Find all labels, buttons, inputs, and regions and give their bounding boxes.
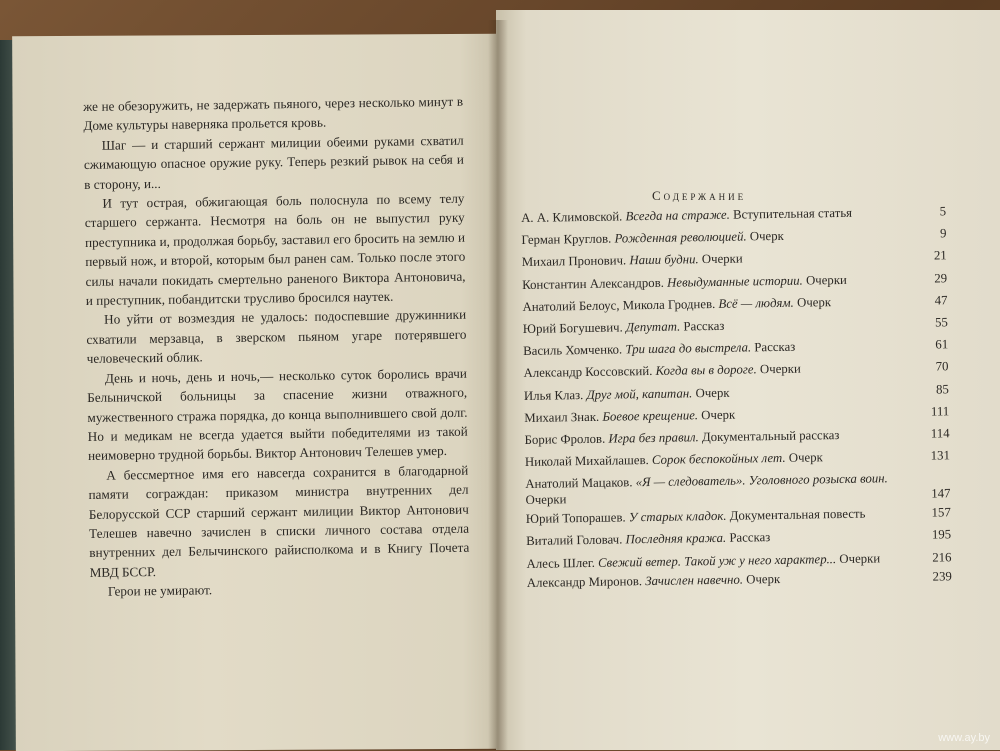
toc-page-number: 70 <box>935 359 949 374</box>
toc-author: Анатолий Белоус, Микола Гроднев. <box>522 296 716 314</box>
toc-work-title: «Я — следователь». Уголовного розыска воин. <box>635 471 888 490</box>
toc-entry <box>527 568 952 591</box>
toc-work-title: Боевое крещение. <box>602 407 699 424</box>
table-of-contents <box>521 203 952 596</box>
toc-work-title: Сорок беспокойных лет. <box>651 450 786 468</box>
toc-entry <box>524 425 949 448</box>
paragraph: же не обезоружить, не задержать пьяного, через несколько минут в Доме культуры наверняка прольется кровь. <box>83 93 464 134</box>
toc-genre: Очерк <box>746 571 781 587</box>
toc-page-number: 61 <box>935 337 949 352</box>
toc-genre: Очерки <box>805 272 847 288</box>
toc-work-title: Всегда на страже. <box>625 207 730 224</box>
toc-author: Николай Михайлашев. <box>524 453 649 470</box>
toc-author: Александр Коссовский. <box>523 364 653 381</box>
toc-page-number: 195 <box>931 527 952 543</box>
toc-genre: Рассказ <box>754 339 796 355</box>
toc-genre: Очерк <box>788 450 823 465</box>
toc-genre: Очерки <box>701 251 743 267</box>
toc-author: Михаил Пронович. <box>521 253 627 270</box>
toc-page-number: 216 <box>932 549 952 565</box>
toc-genre: Очерк <box>796 294 832 310</box>
toc-genre: Документальный рассказ <box>701 427 840 445</box>
toc-page-number: 157 <box>931 505 951 520</box>
toc-genre: Очерки <box>759 361 801 377</box>
toc-genre: Рассказ <box>729 530 771 546</box>
toc-page-number: 21 <box>933 248 947 263</box>
toc-page-number: 114 <box>930 426 950 441</box>
toc-title: Содержание <box>652 188 747 203</box>
toc-author: Михаил Знак. <box>524 409 600 425</box>
toc-author: Илья Клаз. <box>523 387 584 403</box>
paragraph: А бессмертное имя его навсегда сохранится в благодарной памяти сограждан: приказом министра внутренних дел Белорусской ССР старший сержант милиции Виктор Антонович Телешев навечно зачислен в списки личного состава отдела внутренних дел Белычинского райисполкома и в Книгу Почета МВД БССР. <box>88 462 470 580</box>
toc-author: Константин Александров. <box>522 275 664 292</box>
toc-work-title: Три шага до выстрела. <box>625 340 752 357</box>
toc-entry <box>522 292 947 315</box>
toc-entry <box>525 470 950 509</box>
toc-page-number: 85 <box>935 381 949 397</box>
toc-page-number: 55 <box>934 315 948 330</box>
toc-entry <box>524 381 949 404</box>
toc-genre: Очерк <box>749 229 784 244</box>
toc-entry <box>523 359 948 382</box>
toc-entry <box>525 447 950 470</box>
toc-entry <box>524 403 949 426</box>
toc-page-number: 111 <box>930 403 950 419</box>
toc-work-title: Наши будни. <box>629 252 699 268</box>
toc-work-title: У старых кладок. <box>628 509 727 525</box>
toc-author: Алесь Шлег. <box>526 555 595 571</box>
toc-genre: Документальная повесть <box>729 506 866 524</box>
toc-genre: Рассказ <box>683 318 725 334</box>
toc-work-title: Игра без правил. <box>608 430 699 446</box>
toc-page-number: 239 <box>932 568 952 584</box>
toc-page-number: 29 <box>934 270 948 286</box>
toc-page-number: 9 <box>939 226 947 241</box>
toc-page-number: 5 <box>939 204 947 219</box>
toc-author: Юрий Богушевич. <box>522 320 623 336</box>
paragraph: День и ночь, день и ночь,— несколько суток боролись врачи Белыничской больницы за спасение жизни отважного, мужественного стража порядка, до конца выполнившего свой долг. Но и медикам не всегда удается выйти победителями из такой неимоверно трудной борьбы. Виктор Антонович Телешев умер. <box>87 365 468 464</box>
toc-work-title: Последняя кража. <box>625 531 727 547</box>
toc-genre: Очерки <box>525 492 567 508</box>
toc-work-title: Свежий ветер. Такой уж у него характер... <box>597 551 837 570</box>
toc-entry <box>526 527 951 550</box>
toc-work-title: Депутат. <box>625 319 681 335</box>
toc-work-title: Зачислен навечно. <box>645 572 744 588</box>
toc-work-title: Невыдуманные истории. <box>666 273 803 290</box>
toc-author: Юрий Топорашев. <box>525 510 626 527</box>
left-page-text <box>83 92 470 602</box>
toc-genre: Вступительная статья <box>732 205 853 222</box>
toc-work-title: Рожденная революцией. <box>614 229 747 246</box>
toc-entry <box>521 226 946 249</box>
toc-author: А. А. Климовской. <box>521 209 623 225</box>
toc-author: Виталий Головач. <box>526 532 623 549</box>
toc-author: Анатолий Мацаков. <box>525 475 633 492</box>
toc-author: Василь Хомченко. <box>523 342 623 359</box>
paragraph: Но уйти от возмездия не удалось: подоспевшие дружинники схватили мерзавца, в зверском пьяном угаре потерявшего человеческий облик. <box>86 307 467 367</box>
toc-entry <box>522 270 947 293</box>
toc-entry <box>522 248 947 271</box>
book-gutter <box>488 20 508 750</box>
toc-genre: Очерк <box>701 407 736 422</box>
toc-author: Александр Миронов. <box>526 573 643 590</box>
toc-page-number: 47 <box>934 293 948 308</box>
toc-work-title: Друг мой, капитан. <box>586 385 693 402</box>
toc-author: Борис Фролов. <box>524 431 606 447</box>
toc-genre: Очерки <box>839 551 881 566</box>
watermark: www.ay.by <box>938 732 990 744</box>
toc-page-number: 131 <box>930 448 951 463</box>
toc-author: Герман Круглов. <box>521 231 612 248</box>
toc-genre: Очерк <box>695 385 730 400</box>
paragraph: И тут острая, обжигающая боль полоснула по всему телу старшего сержанта. Несмотря на боль он не выпустил руку преступника и, продолжая борьбу, заставил его бросить на землю и первый нож, и второй, которым был ранен сам. Только после этого силы начали покидать смертельно раненого Виктора Антоновича, и преступник, побандитски трусливо бросился наутек. <box>84 190 466 309</box>
paragraph: Шаг — и старший сержант милиции обеими руками схватил сжимающую опасное оружие руку. Теперь резкий рывок на себя и в сторону, и... <box>83 132 465 192</box>
toc-page-number: 147 <box>931 486 951 501</box>
toc-work-title: Когда вы в дороге. <box>655 362 757 379</box>
toc-entry <box>523 314 948 337</box>
toc-entry <box>523 336 948 359</box>
paragraph: Герои не умирают. <box>107 582 213 599</box>
toc-entry <box>526 505 951 528</box>
toc-work-title: Всё — людям. <box>718 295 794 311</box>
